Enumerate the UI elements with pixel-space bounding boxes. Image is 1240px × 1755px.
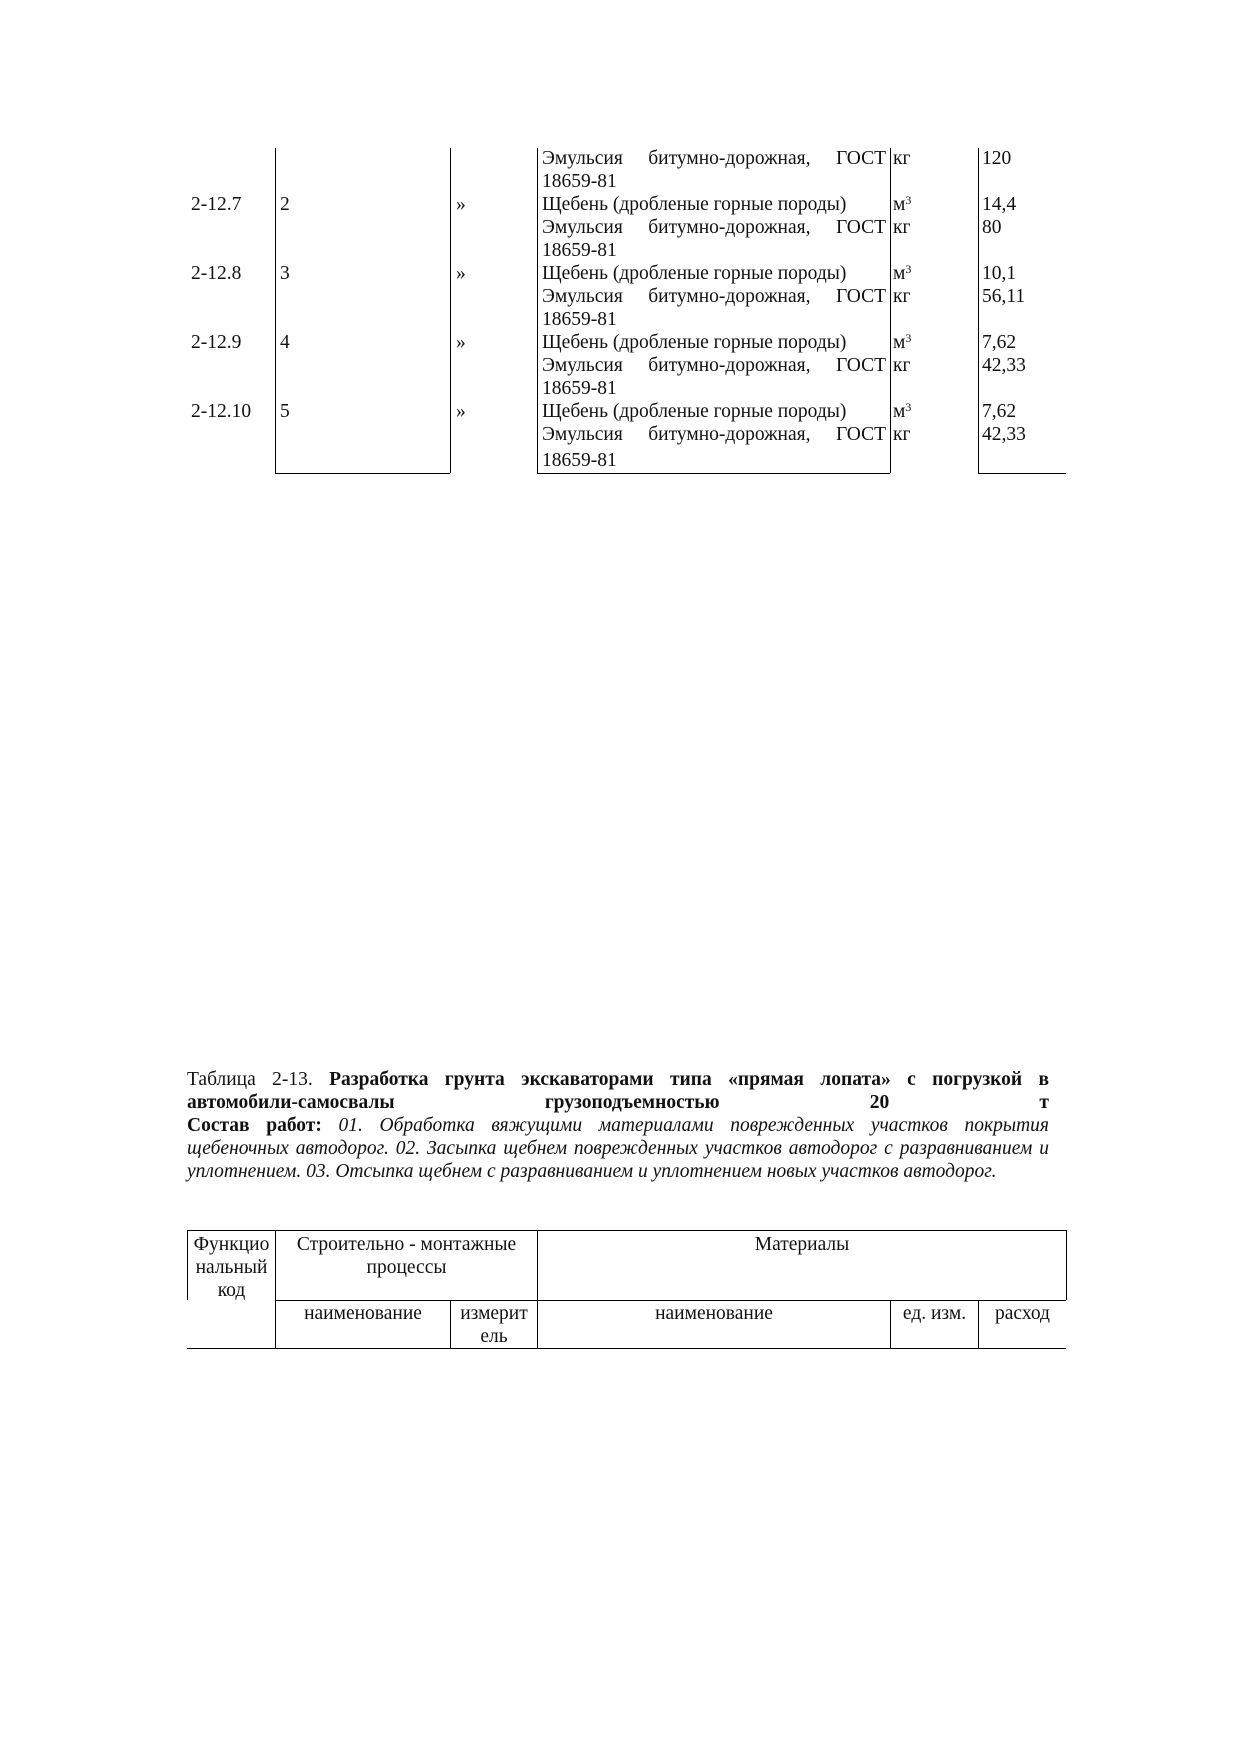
header-table-border (187, 1230, 1066, 1231)
gravel-amount: 10,1 (982, 263, 1017, 284)
unit-cell: кг (893, 148, 911, 169)
row-process: 2 (280, 194, 290, 215)
top-table-border (978, 148, 979, 473)
func-code-header: Функцио нальный код (193, 1234, 270, 1301)
unit-header: ед. изм. (902, 1303, 967, 1324)
top-table-border (275, 148, 276, 473)
emulsion-amount: 42,33 (982, 424, 1026, 445)
top-table-border (275, 473, 450, 474)
emulsion-name-line2: 18659-81 (542, 450, 617, 471)
emulsion-amount: 56,11 (982, 286, 1026, 307)
row-code: 2-12.7 (191, 194, 242, 215)
gravel-name: Щебень (дробленые горные породы) (542, 194, 847, 215)
gravel-name: Щебень (дробленые горные породы) (542, 332, 847, 353)
gravel-amount: 7,62 (982, 401, 1017, 422)
emulsion-name: Эмульсия битумно-дорожная, ГОСТ (542, 355, 886, 376)
row-meter: » (456, 401, 466, 422)
emulsion-amount: 80 (982, 217, 1002, 238)
emulsion-name-line2: 18659-81 (542, 240, 617, 261)
gravel-unit: $м^3$ (893, 193, 912, 215)
amount-cell: 120 (982, 148, 1012, 169)
header-table-border (1066, 1230, 1067, 1300)
gravel-unit: $м^3$ (893, 400, 912, 422)
amount-header: расход (995, 1303, 1050, 1324)
header-table-border (275, 1300, 1066, 1301)
material-name-header: наименование (655, 1303, 773, 1324)
top-table-border (978, 473, 1066, 474)
top-table-border (537, 473, 890, 474)
work-composition-text: 01. Обработка вяжущими материалами поврежденных участков покрытия щебеночных автодорог. 02. Засыпка щебнем поврежденных участков автодорог с разравниванием и уплотнением. 03. Отсыпка щебнем с разравниванием и уплотнением новых участков автодорог. (187, 1115, 1049, 1182)
emulsion-name: Эмульсия битумно-дорожная, ГОСТ (542, 424, 886, 445)
emulsion-unit: кг (893, 286, 911, 307)
emulsion-name: Эмульсия битумно-дорожная, ГОСТ (542, 286, 886, 307)
gravel-name: Щебень (дробленые горные породы) (542, 263, 847, 284)
row-code: 2-12.9 (191, 332, 242, 353)
gravel-unit: $м^3$ (893, 262, 912, 284)
process-name-header: наименование (304, 1303, 422, 1324)
emulsion-name: Эмульсия битумно-дорожная, ГОСТ (542, 217, 886, 238)
caption-title (187, 1068, 1049, 1114)
row-meter: » (456, 263, 466, 284)
gravel-unit: $м^3$ (893, 331, 912, 353)
row-process: 3 (280, 263, 290, 284)
row-process: 5 (280, 401, 290, 422)
top-table-border (537, 148, 538, 473)
row-code: 2-12.8 (191, 263, 242, 284)
row-meter: » (456, 332, 466, 353)
header-table-border (187, 1348, 1066, 1349)
emulsion-name-line2: 18659-81 (542, 309, 617, 330)
emulsion-name-line2: 18659-81 (542, 378, 617, 399)
emulsion-amount: 42,33 (982, 355, 1026, 376)
caption-label: Таблица 2-13. (187, 1069, 313, 1090)
material-name: Эмульсия битумно-дорожная, ГОСТ (542, 148, 886, 169)
work-composition (187, 1114, 1049, 1183)
work-composition-label: Состав работ: (187, 1115, 322, 1136)
emulsion-unit: кг (893, 424, 911, 445)
emulsion-unit: кг (893, 355, 911, 376)
row-code: 2-12.10 (191, 401, 252, 422)
gravel-name: Щебень (дробленые горные породы) (542, 401, 847, 422)
material-name-line2: 18659-81 (542, 171, 617, 192)
gravel-amount: 7,62 (982, 332, 1017, 353)
materials-group-header: Материалы (754, 1234, 850, 1255)
row-meter: » (456, 194, 466, 215)
gravel-amount: 14,4 (982, 194, 1017, 215)
emulsion-unit: кг (893, 217, 911, 238)
process-meter-header: измерит ель (460, 1303, 528, 1347)
top-table-border (450, 148, 451, 473)
row-process: 4 (280, 332, 290, 353)
top-table-border (890, 148, 891, 473)
process-group-header: Строительно - монтажные процессы (296, 1234, 517, 1278)
caption-title-text: Разработка грунта экскаваторами типа «прямая лопата» с погрузкой в автомобили-самосвалы грузоподъемностью 20 т (187, 1069, 1050, 1113)
